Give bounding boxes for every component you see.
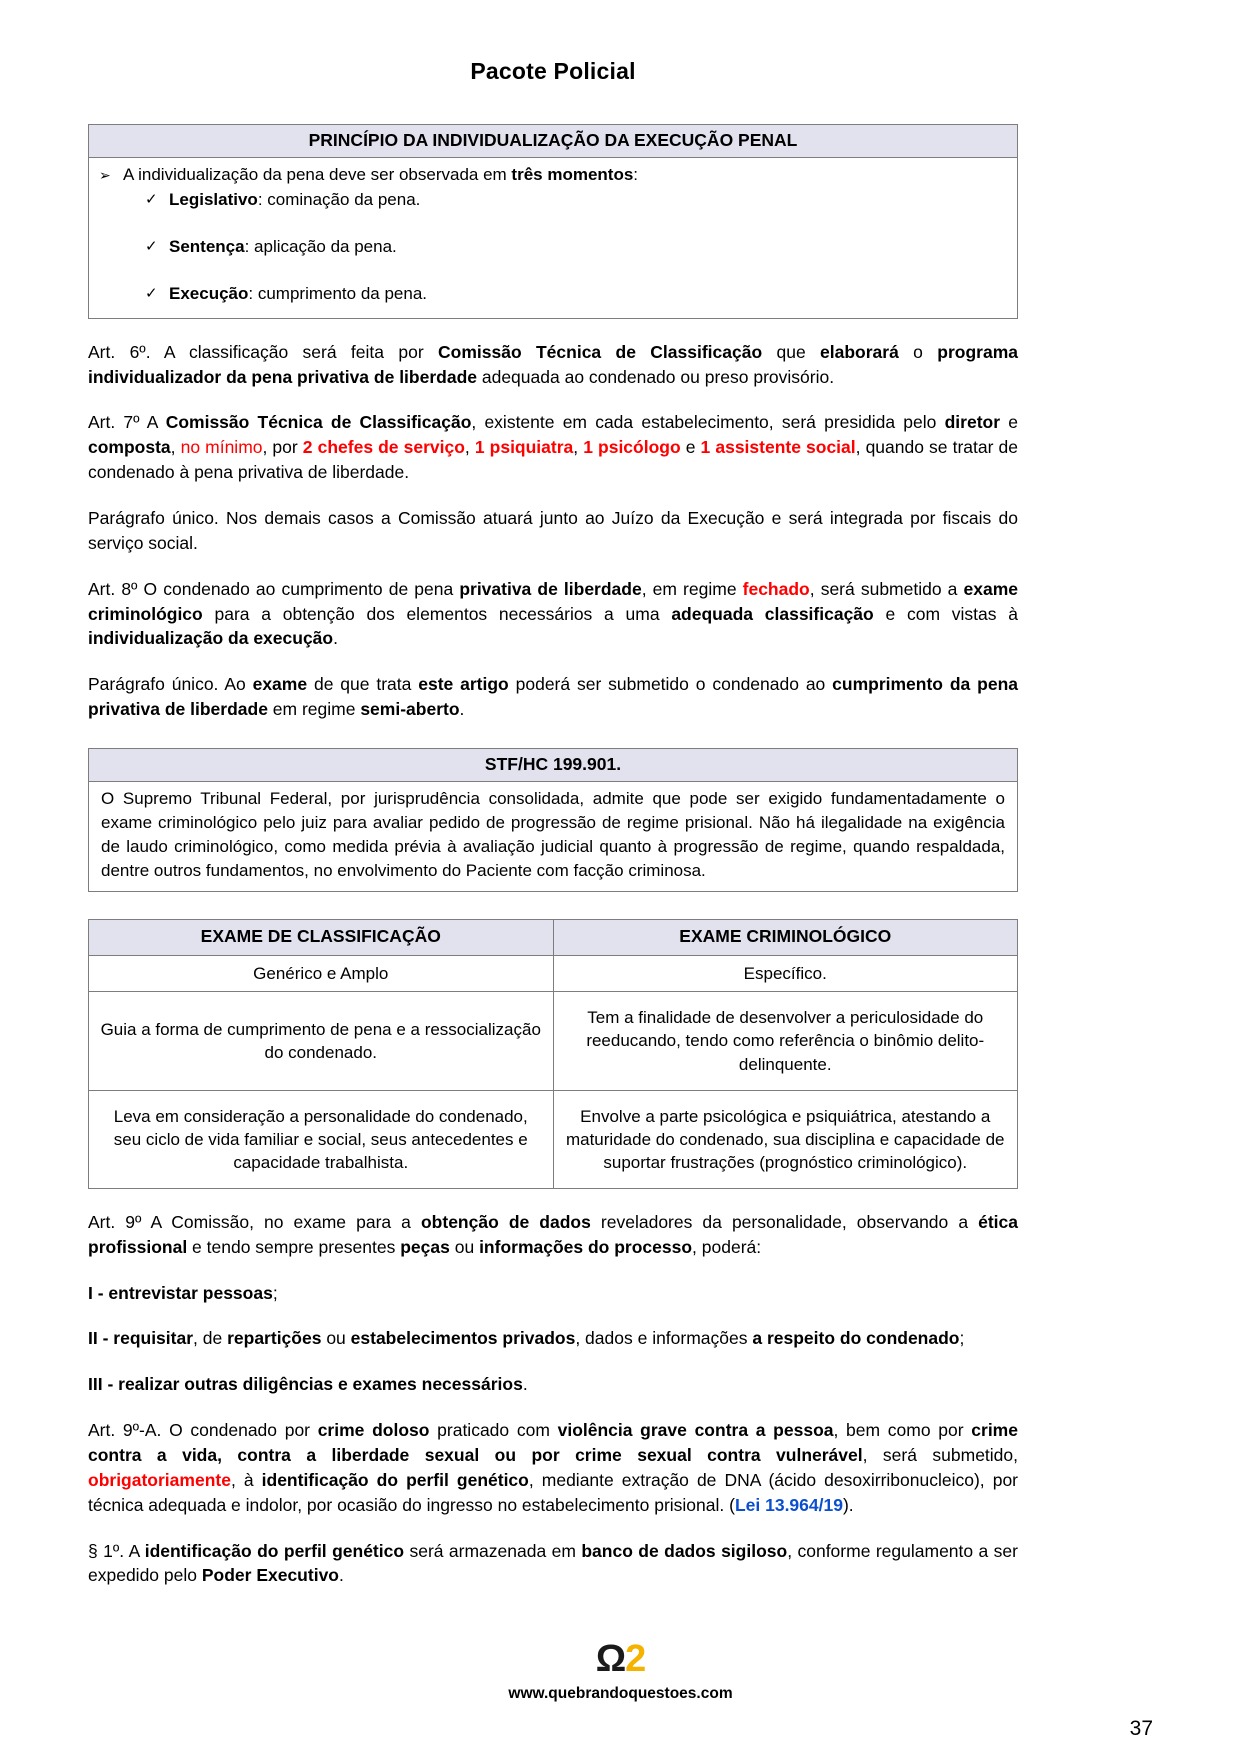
text-run: Art. 7º A xyxy=(88,412,166,433)
principle-box-body xyxy=(89,158,1017,318)
text-run-bold: II - requisitar xyxy=(88,1328,194,1349)
principle-box xyxy=(88,124,1018,319)
item-rest: : aplicação da pena. xyxy=(244,236,397,256)
check-icon: ✓ xyxy=(145,284,158,302)
text-run: reveladores da personalidade, observando a xyxy=(590,1211,979,1232)
paragraph-art-9a xyxy=(88,1418,1018,1517)
text-run: , dados e informações xyxy=(575,1328,753,1349)
text-run: . xyxy=(339,1565,344,1586)
item-term: Sentença xyxy=(169,236,245,256)
text-run-bold: exame criminológico xyxy=(88,578,1018,624)
paragraph-art-7-unico: Parágrafo único. Nos demais casos a Comissão atuará junto ao Juízo da Execução e será integrada por fiscais do serviço social. xyxy=(88,507,1018,553)
arrow-bullet-icon: ➢ xyxy=(99,167,111,183)
text-run: Art. 9º-A. O condenado por xyxy=(88,1420,318,1441)
table-row xyxy=(89,992,1018,1090)
item-term: Legislativo xyxy=(169,189,258,209)
text-run: , xyxy=(573,437,584,458)
text-run: § 1º. A xyxy=(88,1540,145,1561)
text-run: e xyxy=(1000,412,1018,433)
item-rest: : cumprimento da pena. xyxy=(248,283,427,303)
table-header-cell: EXAME CRIMINOLÓGICO xyxy=(553,920,1018,956)
item-term: Execução xyxy=(169,283,249,303)
text-run-bold: obtenção de dados xyxy=(420,1211,591,1232)
paragraph-inciso-iii xyxy=(88,1372,1018,1397)
text-run: , poderá: xyxy=(692,1236,762,1257)
text-run: para a obtenção dos elementos necessários a uma xyxy=(202,603,672,624)
text-run-bold: informações do processo xyxy=(479,1236,693,1257)
stf-jurisprudence-box xyxy=(88,748,1018,893)
check-icon: ✓ xyxy=(145,190,158,208)
text-run: , mediante extração de DNA (ácido desoxirribonucleico), por técnica adequada e indolor, por ocasião do ingresso no estabelecimento prisional. ( xyxy=(88,1469,1019,1515)
footer-website-url[interactable]: www.quebrandoquestoes.com xyxy=(508,1685,733,1702)
text-run: e xyxy=(680,437,701,458)
paragraph-inciso-ii xyxy=(88,1326,1018,1351)
table-cell: Tem a finalidade de desenvolver a periculosidade do reeducando, tendo como referência o binômio delito-delinquente. xyxy=(553,992,1018,1090)
text-run-bold: programa individualizador da pena privativa de liberdade xyxy=(88,341,1018,387)
text-run-bold: peças xyxy=(400,1236,450,1257)
text-run: , em regime xyxy=(641,578,743,599)
paragraph-art-9a-par-1 xyxy=(88,1539,1018,1589)
text-run-bold: crime doloso xyxy=(317,1420,430,1441)
text-run-red: 1 assistente social xyxy=(700,437,856,458)
principle-item-text xyxy=(169,283,427,306)
text-run-bold: repartições xyxy=(227,1328,322,1349)
text-run: em regime xyxy=(267,699,361,720)
text-run: , existente em cada estabelecimento, será presidida pelo xyxy=(471,412,945,433)
stf-box-body: O Supremo Tribunal Federal, por jurisprudência consolidada, admite que pode ser exigido fundamentadamente o exame criminológico pelo juiz para avaliar pedido de progressão de regime prisional. Não há ilegalidade na exigência de laudo criminológico, como medida prévia à avaliação judicial quanto à progressão de regime, quando respaldada, dentre outros fundamentos, no envolvimento do Paciente com facção criminosa. xyxy=(101,788,1005,881)
text-run: e com vistas à xyxy=(873,603,1018,624)
paragraph-art-7 xyxy=(88,410,1018,485)
table-cell: Específico. xyxy=(553,956,1018,992)
text-run-bold: identificação do perfil genético xyxy=(261,1469,529,1490)
text-run-bold: banco de dados sigiloso xyxy=(581,1540,788,1561)
text-run: Art. 9º A Comissão, no exame para a xyxy=(88,1211,421,1232)
text-run-bold: este artigo xyxy=(418,674,509,695)
text-run-bold: crime contra a vida, contra a liberdade sexual ou por crime sexual contra vulnerável xyxy=(88,1420,1018,1465)
stf-box-title: STF/HC 199.901. xyxy=(89,749,1017,782)
law-reference-link[interactable]: Lei 13.964/19 xyxy=(734,1494,843,1515)
text-run: ou xyxy=(449,1236,480,1257)
text-run-red: 2 chefes de serviço xyxy=(302,437,465,458)
principle-intro-text xyxy=(123,164,638,187)
page-content xyxy=(88,0,1018,1588)
text-run: ; xyxy=(959,1328,965,1349)
principle-item-legislativo xyxy=(99,189,1007,212)
principle-item-text xyxy=(169,189,420,212)
paragraph-inciso-i xyxy=(88,1281,1018,1306)
text-run-red: fechado xyxy=(742,578,810,599)
principle-intro-line xyxy=(99,164,1007,187)
text-run: Parágrafo único. Ao xyxy=(88,674,253,695)
text-run: , será submetido a xyxy=(809,578,964,599)
text-run-bold: diretor xyxy=(944,412,1001,433)
text-run: , conforme regulamento a ser expedido pelo xyxy=(88,1540,1018,1586)
paragraph-art-8-unico xyxy=(88,672,1018,722)
text-run-red: no mínimo xyxy=(180,437,263,458)
text-run: adequada ao condenado ou preso provisório. xyxy=(477,366,835,387)
text-run-bold: Poder Executivo xyxy=(201,1565,339,1586)
page-title: Pacote Policial xyxy=(470,58,636,84)
text-run-bold: exame xyxy=(252,674,308,695)
text-run: de que trata xyxy=(307,674,419,695)
text-run-bold: cumprimento da pena privativa de liberdade xyxy=(88,674,1018,720)
text-run-bold: adequada classificação xyxy=(671,603,874,624)
text-run: , bem como por xyxy=(833,1420,972,1441)
principle-item-execucao xyxy=(99,283,1007,306)
page-number: 37 xyxy=(1129,1717,1153,1740)
table-cell: Envolve a parte psicológica e psiquiátrica, atestando a maturidade do condenado, sua disciplina e capacidade de suportar frustrações (prognóstico criminológico). xyxy=(553,1090,1018,1188)
text-run: , por xyxy=(262,437,303,458)
paragraph-art-8 xyxy=(88,577,1018,652)
text-run: ; xyxy=(272,1282,278,1303)
text-run: , xyxy=(170,437,181,458)
text-run: ). xyxy=(842,1494,854,1515)
text-run-bold: Comissão Técnica de Classificação xyxy=(438,341,763,362)
page-footer xyxy=(0,1640,1241,1703)
text-run: será armazenada em xyxy=(404,1540,582,1561)
text-run: . xyxy=(522,1374,528,1395)
principle-item-text xyxy=(169,236,397,259)
text-run: Art. 8º O condenado ao cumprimento de pena xyxy=(88,578,460,599)
intro-prefix: A individualização da pena deve ser observada em xyxy=(123,165,512,184)
text-run-bold: privativa de liberdade xyxy=(459,578,642,599)
text-run: . xyxy=(459,699,465,720)
table-row xyxy=(89,1090,1018,1188)
text-run: o xyxy=(898,341,938,362)
table-header-cell: EXAME DE CLASSIFICAÇÃO xyxy=(89,920,554,956)
text-run-bold: Comissão Técnica de Classificação xyxy=(165,412,472,433)
text-run: praticado com xyxy=(429,1420,558,1441)
table-row xyxy=(89,956,1018,992)
text-run: , de xyxy=(193,1328,228,1349)
text-run: , será submetido, xyxy=(862,1445,1019,1465)
intro-suffix: : xyxy=(633,165,639,184)
text-run: Art. 6º. A classificação será feita por xyxy=(88,341,438,362)
table-header-row xyxy=(89,920,1018,956)
text-run-red: obrigatoriamente xyxy=(88,1469,231,1490)
text-run-bold: elaborará xyxy=(820,341,899,362)
table-cell: Leva em consideração a personalidade do condenado, seu ciclo de vida familiar e social, seus antecedentes e capacidade trabalhista. xyxy=(89,1090,554,1188)
text-run-red: 1 psiquiatra xyxy=(474,437,574,458)
text-run: que xyxy=(762,341,821,362)
paragraph-art-9 xyxy=(88,1210,1018,1260)
text-run-bold: violência grave contra a pessoa xyxy=(557,1420,834,1441)
text-run-red: 1 psicólogo xyxy=(583,437,681,458)
table-cell: Genérico e Amplo xyxy=(89,956,554,992)
check-icon: ✓ xyxy=(145,237,158,255)
text-run-bold: individualização da execução xyxy=(88,628,334,649)
principle-box-title: PRINCÍPIO DA INDIVIDUALIZAÇÃO DA EXECUÇÃO PENAL xyxy=(89,125,1017,158)
text-run: poderá ser submetido o condenado ao xyxy=(508,674,833,695)
text-run-bold: I - entrevistar pessoas xyxy=(88,1282,273,1303)
text-run: , xyxy=(464,437,475,458)
principle-item-sentenca xyxy=(99,236,1007,259)
comparison-table xyxy=(88,919,1018,1189)
paragraph-art-6 xyxy=(88,340,1018,390)
text-run-bold: ética profissional xyxy=(88,1211,1019,1257)
table-cell: Guia a forma de cumprimento de pena e a ressocialização do condenado. xyxy=(89,992,554,1090)
text-run-bold: composta xyxy=(88,437,171,458)
text-run-bold: estabelecimentos privados xyxy=(350,1328,576,1349)
text-run-bold: identificação do perfil genético xyxy=(144,1540,405,1561)
text-run: ou xyxy=(321,1328,351,1349)
brand-logo xyxy=(0,1640,1241,1678)
text-run: , à xyxy=(230,1469,262,1490)
text-run-bold: a respeito do condenado xyxy=(752,1328,960,1349)
text-run: , quando se tratar de condenado à pena privativa de liberdade. xyxy=(88,437,1018,483)
text-run-bold: III - realizar outras diligências e exames necessários xyxy=(88,1374,523,1395)
omega-icon: Ω xyxy=(595,1638,626,1680)
logo-number: 2 xyxy=(625,1638,646,1680)
item-rest: : cominação da pena. xyxy=(257,189,421,209)
intro-bold: três momentos xyxy=(511,165,634,184)
text-run: e tendo sempre presentes xyxy=(187,1236,401,1257)
text-run-bold: semi-aberto xyxy=(360,699,460,720)
text-run: . xyxy=(333,628,338,649)
